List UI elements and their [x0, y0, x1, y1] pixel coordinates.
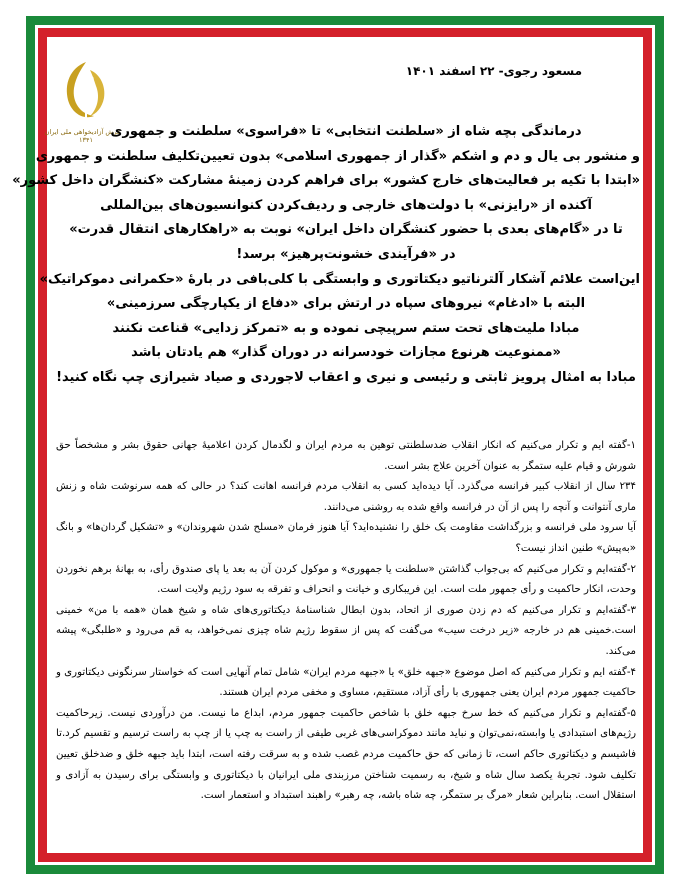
headline-line: آکنده از «رایزنی» با دولت‌های خارجی و ردیف‌کردن کنوانسیون‌های بین‌المللی — [100, 197, 592, 213]
author-date: مسعود رجوی- ۲۲ اسفند ۱۴۰۱ — [405, 64, 582, 78]
paragraph: ۱-گفته ایم و تکرار می‌کنیم که انکار انقلاب ضدسلطنتی توهین به مردم ایران و لگدمال کردن اعلامیهٔ جهانی حقوق بشر و مشخصاً حق شورش و قیام علیه ستمگر به عنوان آخرین علاج بشر است. — [56, 440, 636, 472]
document-page — [12, 42, 640, 850]
headline-block — [12, 120, 640, 391]
paragraph: ۴-گفته ایم و تکرار می‌کنیم که اصل موضوع «جبهه خلق» یا «جبهه مردم ایران» شامل تمام آنهایی است که خواستار سرنگونی دیکتاتوری و حاکمیت جمهور مردم ایران یعنی جمهوری با رأی آزاد، مستقیم، مساوی و مخفی مردم ایران هستند. — [56, 666, 636, 699]
wheat-emblem-icon — [60, 56, 112, 126]
paragraph: آیا سرود ملی فرانسه و بزرگداشت مقاومت یک خلق را نشنیده‌اید؟ آیا هنوز فرمان «مسلح شدن شهروندان» و «تشکیل گردان‌ها» و بانگ «به‌پیش» طنین انداز نیست؟ — [56, 522, 636, 554]
logo-year: ۱۳۴۱ — [79, 136, 93, 144]
headline-line: مبادا ملیت‌های تحت ستم سرپیچی نموده و به «تمرکز زدایی» قناعت نکنند — [112, 320, 580, 336]
headline-line: «ممنوعیت هرنوع مجازات خودسرانه در دوران گذار» هم یادتان باشد — [131, 345, 561, 361]
headline-line: در «فرآیندی خشونت‌پرهیز» برسد! — [236, 246, 456, 262]
headline-line: تا در «گام‌های بعدی با حضور کنشگران داخل ایران» نوبت به «راهکارهای انتقال قدرت» — [69, 222, 623, 238]
paragraph: ۵-گفته‌ایم و تکرار می‌کنیم که خط سرخ جبهه خلق با شاخص حاکمیت جمهور مردم، ابداع ما نیست. من در‌آوردی نیست. زیرحاکمیت رژیم‌های استبدادی یا وابسته،نمی‌توان و نباید مانند دموکراسی‌های غربی طیفی از راست به چپ یا از چپ به راست ترسیم و تقسیم کرد.تا فاشیسم و دیکتاتوری حاکم است، تا زمانی که حق حاکمیت مردم غصب شده و به سرقت رفته است، ابتدا باید جبهه خلق و ضدخلق تعیین تکلیف شود. تجربهٔ یکصد سال شاه و شیخ، به رسمیت شناختن مرزبندی ملی ایرانیان با دیکتاتوری و وابستگی برای رسیدن به آزادی و استقلال است. بنابراین شعار «مرگ بر ستمگر، چه شاه باشه، چه رهبر» راهبند استبداد و استعمار است. — [56, 707, 636, 802]
paragraph: ۲-گفته‌ایم و تکرار می‌کنیم که بی‌جواب گذاشتن «سلطنت یا جمهوری» و موکول کردن آن به بعد یا پای صندوق رأی، به بهانهٔ برهم نخوردن وحدت، انکار حاکمیت و رأی جمهور ملت است. این فریبکاری و خیانت و انحراف و تفرقه به سود رژیم ولایت است. — [56, 563, 636, 596]
headline-line: مبادا به امثال پرویز ثابتی و رئیسی و نیری و اعقاب لاجوردی و صیاد شیرازی چپ نگاه کنید! — [56, 369, 636, 385]
paragraph: ۲۳۴ سال از انقلاب کبیر فرانسه می‌گذرد. آیا دیده‌اید کسی به انقلاب مردم فرانسه اهانت کند؟ در حالی که همه سرنوشت شاه و زنش ماری آنتوانت و آنچه را پس از آن در فرانسه واقع شده به روشنی می‌دانند. — [56, 481, 636, 513]
headline-line: درماندگی بچه شاه از «سلطنت انتخابی» تا «فراسوی» سلطنت و جمهوری — [110, 124, 582, 139]
headline-line: و منشور بی یال و دم و اشکم «گذار از جمهوری اسلامی» بدون تعیین‌تکلیف سلطنت و جمهوری — [35, 148, 640, 164]
paragraph: ۳-گفته‌ایم و تکرار می‌کنیم که دم زدن صوری از اتحاد، بدون ابطال شناسنامهٔ دیکتاتوری‌های شاه و شیخ همان «همه با من» خمینی است.خمینی هم در خارجه «زیر درخت سیب» می‌گفت که پس از سقوط رژیم شاه چیزی نمی‌خواهد، به قم می‌رود و «طلبگی» پیشه می‌کند. — [56, 604, 636, 657]
headline-line: این‌است علائم آشکار آلترناتیو دیکتاتوری و وابستگی با کلی‌بافی در بارهٔ «حکمرانی دموکراتیک» — [39, 271, 640, 287]
body-text — [56, 436, 636, 807]
logo-caption: فرش آزادیخواهی ملی ایران — [44, 128, 120, 136]
headline-line: البته با «ادغام» نیروهای سپاه در ارتش برای «دفاع از یکپارچگی سرزمینی» — [106, 296, 586, 312]
headline-line: «ابتدا با تکیه بر فعالیت‌های خارج کشور» برای فراهم کردن زمینهٔ مشارکت «کنشگران داخل کشور» — [12, 173, 640, 189]
